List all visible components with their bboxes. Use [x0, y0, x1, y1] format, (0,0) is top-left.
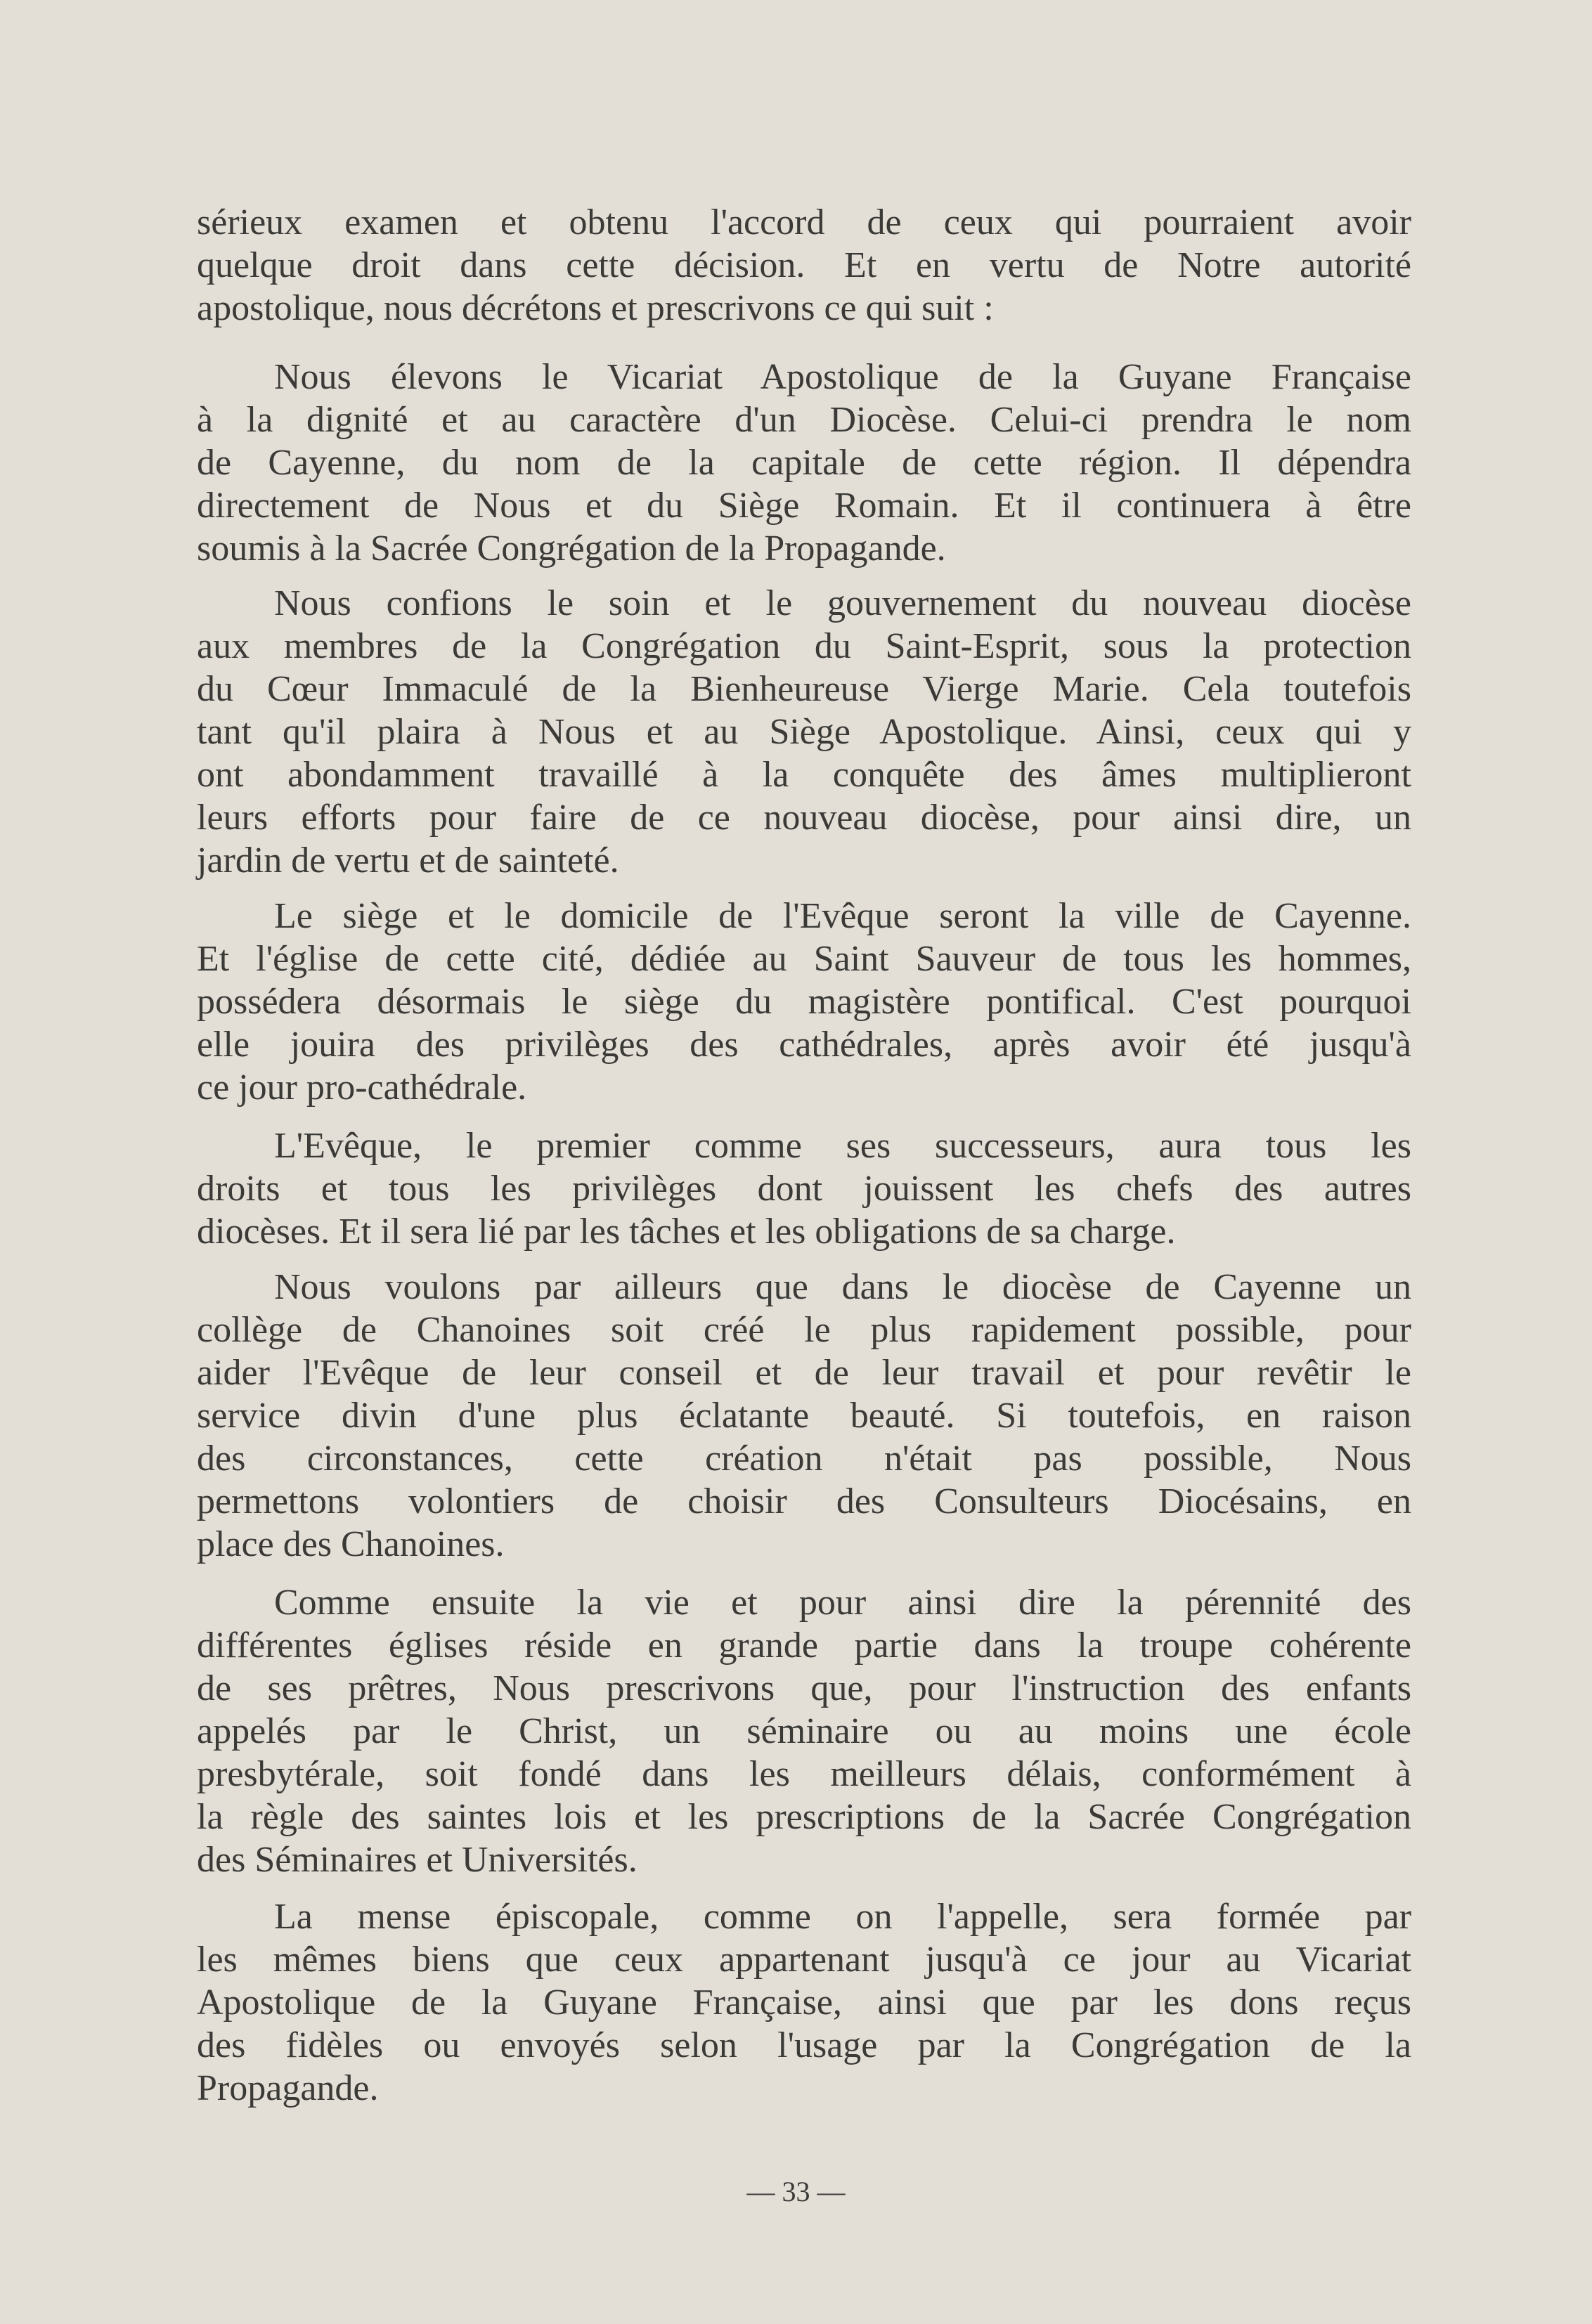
text-line: des circonstances, cette création n'était pas possible, Nous: [197, 1439, 1411, 1479]
text-line: L'Evêque, le premier comme ses successeurs, aura tous les: [274, 1126, 1411, 1166]
text-line: Et l'église de cette cité, dédiée au Saint Sauveur de tous les hommes,: [197, 939, 1411, 979]
text-line: La mense épiscopale, comme on l'appelle, sera formée par: [274, 1897, 1411, 1937]
paragraph: [197, 1266, 1411, 1566]
text-line: permettons volontiers de choisir des Consulteurs Diocésains, en: [197, 1481, 1411, 1521]
text-line: à la dignité et au caractère d'un Diocèse. Celui-ci prendra le nom: [197, 400, 1411, 440]
text-line: de Cayenne, du nom de la capitale de cette région. Il dépendra: [197, 443, 1411, 483]
text-line: soumis à la Sacrée Congrégation de la Propagande.: [197, 528, 946, 569]
text-line: la règle des saintes lois et les prescriptions de la Sacrée Congrégation: [197, 1797, 1411, 1837]
page-number: — 33 —: [746, 2176, 846, 2207]
text-line: quelque droit dans cette décision. Et en vertu de Notre autorité: [197, 245, 1411, 285]
paragraph: [197, 582, 1411, 882]
text-line: droits et tous les privilèges dont jouissent les chefs des autres: [197, 1169, 1411, 1209]
text-line: ont abondamment travaillé à la conquête des âmes multiplieront: [197, 755, 1411, 795]
text-line: tant qu'il plaira à Nous et au Siège Apostolique. Ainsi, ceux qui y: [197, 712, 1411, 752]
paragraph: [197, 895, 1411, 1109]
text-line: Nous confions le soin et le gouvernement du nouveau diocèse: [274, 583, 1411, 623]
text-line: place des Chanoines.: [197, 1524, 505, 1564]
text-line: Apostolique de la Guyane Française, ainsi que par les dons reçus: [197, 1982, 1411, 2023]
text-line: différentes églises réside en grande partie dans la troupe cohérente: [197, 1625, 1411, 1666]
text-line: de ses prêtres, Nous prescrivons que, pour l'instruction des enfants: [197, 1668, 1411, 1708]
text-line: des Séminaires et Universités.: [197, 1840, 638, 1880]
paragraph: [197, 356, 1411, 570]
text-line: Comme ensuite la vie et pour ainsi dire la pérennité des: [274, 1583, 1411, 1623]
text-line: apostolique, nous décrétons et prescrivons ce qui suit :: [197, 288, 994, 328]
paragraph: [197, 1581, 1411, 1881]
text-line: aider l'Evêque de leur conseil et de leur travail et pour revêtir le: [197, 1353, 1411, 1393]
text-line: diocèses. Et il sera lié par les tâches et les obligations de sa charge.: [197, 1212, 1176, 1252]
text-line: leurs efforts pour faire de ce nouveau diocèse, pour ainsi dire, un: [197, 798, 1411, 838]
text-line: des fidèles ou envoyés selon l'usage par la Congrégation de la: [197, 2025, 1411, 2065]
paragraph: [197, 201, 1411, 330]
text-line: les mêmes biens que ceux appartenant jusqu'à ce jour au Vicariat: [197, 1940, 1411, 1980]
text-line: elle jouira des privilèges des cathédrales, après avoir été jusqu'à: [197, 1025, 1411, 1065]
text-line: Nous voulons par ailleurs que dans le diocèse de Cayenne un: [274, 1267, 1411, 1307]
text-line: Le siège et le domicile de l'Evêque seront la ville de Cayenne.: [274, 896, 1411, 936]
text-line: possédera désormais le siège du magistère pontifical. C'est pourquoi: [197, 982, 1411, 1022]
text-line: ce jour pro-cathédrale.: [197, 1067, 527, 1108]
paragraph: [197, 1895, 1411, 2110]
paragraph: [197, 1124, 1411, 1253]
text-line: appelés par le Christ, un séminaire ou au moins une école: [197, 1711, 1411, 1751]
text-line: du Cœur Immaculé de la Bienheureuse Vierge Marie. Cela toutefois: [197, 669, 1411, 709]
text-line: service divin d'une plus éclatante beauté. Si toutefois, en raison: [197, 1396, 1411, 1436]
text-line: presbytérale, soit fondé dans les meilleurs délais, conformément à: [197, 1754, 1411, 1794]
text-line: jardin de vertu et de sainteté.: [197, 840, 619, 881]
text-line: Propagande.: [197, 2068, 379, 2108]
text-line: aux membres de la Congrégation du Saint-Esprit, sous la protection: [197, 626, 1411, 666]
text-line: collège de Chanoines soit créé le plus rapidement possible, pour: [197, 1310, 1411, 1350]
text-line: directement de Nous et du Siège Romain. Et il continuera à être: [197, 486, 1411, 526]
text-line: sérieux examen et obtenu l'accord de ceux qui pourraient avoir: [197, 202, 1411, 242]
text-line: Nous élevons le Vicariat Apostolique de la Guyane Française: [274, 357, 1411, 397]
